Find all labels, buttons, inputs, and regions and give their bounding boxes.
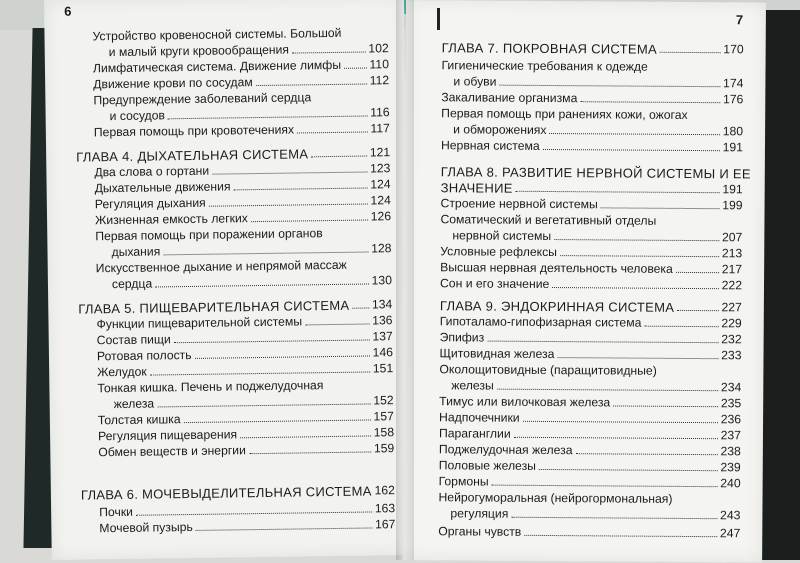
toc-page-number: 110 [369, 57, 390, 72]
toc-page-number: 151 [372, 361, 394, 376]
toc-entry-title-continued: и обморожениях [453, 122, 547, 137]
toc-page-number: 236 [720, 412, 742, 427]
toc-page-number: 134 [371, 297, 393, 312]
toc-dot-leader [212, 172, 367, 175]
toc-dot-leader [554, 239, 719, 241]
page-number-left: 6 [64, 3, 72, 19]
toc-page-number: 240 [720, 476, 741, 491]
toc-entry-title: Регуляция дыхания [94, 195, 206, 212]
toc-dot-leader [488, 341, 719, 344]
toc-dot-leader [511, 517, 717, 519]
toc-entry-title: Обмен веществ и энергии [98, 443, 246, 460]
toc-page-number: 239 [720, 460, 741, 475]
toc-dot-leader [184, 419, 371, 423]
toc-page-number: 146 [372, 345, 394, 360]
toc-page-number: 121 [369, 145, 391, 160]
toc-entry-title: ГЛАВА 8. РАЗВИТИЕ НЕРВНОЙ СИСТЕМЫ И ЕЕ [440, 164, 751, 182]
toc-dot-leader [249, 451, 371, 454]
toc-entry-title: Дыхательные движения [94, 179, 231, 196]
toc-entry-title: ГЛАВА 7. ПОКРОВНАЯ СИСТЕМА [441, 40, 658, 57]
toc-entry-title: Жизненная емкость легких [94, 211, 248, 228]
toc-entry-title: Предупреждение заболеваний сердца [93, 90, 312, 108]
book-gutter [396, 0, 414, 560]
toc-dot-leader [251, 219, 368, 222]
toc-page-number: 222 [721, 278, 743, 293]
toc-entry-title: Соматический и вегетативный отделы [440, 212, 657, 228]
left-page [44, 0, 412, 560]
toc-dot-leader [645, 326, 719, 328]
toc-entry-title: Гигиенические требования к одежде [441, 58, 648, 74]
toc-page-number: 227 [721, 300, 742, 315]
toc-dot-leader [677, 310, 719, 311]
toc-page-number: 102 [368, 41, 389, 56]
toc-entry-title: Надпочечники [439, 410, 520, 425]
toc-entry-title: ГЛАВА 4. ДЫХАТЕЛЬНАЯ СИСТЕМА [76, 146, 309, 165]
toc-dot-leader [523, 421, 718, 423]
toc-entry-title: Щитовидная железа [439, 346, 555, 362]
toc-entry-title: Нервная система [440, 138, 540, 153]
toc-page-number: 162 [374, 483, 395, 498]
toc-dot-leader [136, 511, 372, 515]
toc-entry-title: Мочевой пузырь [99, 519, 193, 536]
toc-page-number: 247 [719, 526, 741, 541]
toc-dot-leader [311, 156, 367, 158]
toc-page-number: 130 [371, 273, 393, 288]
toc-dot-leader [256, 83, 367, 86]
toc-dot-leader [168, 115, 368, 119]
toc-page-number: 123 [369, 161, 391, 176]
toc-page-number: 234 [720, 380, 742, 395]
toc-entry-title: Закаливание организма [441, 90, 578, 106]
toc-entry-title: Параганглии [438, 426, 511, 441]
toc-entry-title-continued: нервной системы [452, 228, 552, 244]
toc-page-number: 124 [370, 193, 391, 208]
toc-dot-leader [174, 339, 370, 343]
toc-dot-leader [580, 101, 720, 103]
right-page [402, 0, 766, 562]
toc-page-number: 116 [370, 105, 390, 120]
toc-page-number: 157 [373, 409, 394, 424]
toc-page-number: 237 [720, 428, 742, 443]
toc-entry-title-continued: железы [451, 378, 494, 393]
toc-entry-title: Условные рефлексы [440, 244, 557, 260]
toc-page-number: 233 [721, 348, 742, 363]
toc-dot-leader [155, 283, 369, 287]
toc-dot-leader [552, 287, 719, 289]
toc-page-number: 163 [374, 501, 396, 516]
toc-dot-leader [524, 535, 717, 537]
toc-page-number: 229 [721, 316, 742, 331]
toc-page-number: 180 [722, 124, 744, 139]
page-number-right: 7 [735, 12, 744, 28]
toc-entry-title: Толстая кишка [97, 412, 181, 428]
toc-dot-leader [195, 527, 372, 530]
toc-entry-title: Устройство кровеносной системы. Большой [92, 25, 342, 44]
toc-page-number: 170 [723, 42, 744, 57]
toc-dot-leader [601, 207, 720, 209]
toc-entry-title: Поджелудочная железа [438, 442, 573, 458]
toc-entry-title-continued: и сосудов [109, 108, 166, 124]
toc-entry-title-continued: железа [113, 396, 155, 412]
toc-entry-title: Гипоталамо-гипофизарная система [439, 314, 642, 330]
toc-dot-leader [344, 67, 367, 68]
toc-entry-title: Гормоны [438, 474, 489, 489]
toc-entry-title-continued: регуляция [450, 506, 509, 521]
toc-dot-leader [240, 435, 371, 438]
toc-dot-leader [539, 469, 718, 471]
toc-dot-leader [234, 187, 368, 190]
toc-entry-title: Половые железы [438, 458, 537, 473]
toc-page-number: 199 [722, 198, 743, 213]
toc-entry-title: Строение нервной системы [440, 196, 598, 212]
toc-page-number: 232 [721, 332, 742, 347]
toc-entry-title: Высшая нервная деятельность человека [440, 260, 673, 276]
toc-entry-title-continued: дыхания [111, 244, 161, 260]
toc-dot-leader [306, 323, 370, 325]
toc-page-number: 137 [372, 329, 393, 344]
toc-dot-leader [158, 403, 371, 407]
toc-dot-leader [164, 251, 369, 255]
toc-dot-leader [352, 307, 369, 308]
toc-entry-title: ГЛАВА 5. ПИЩЕВАРИТЕЛЬНАЯ СИСТЕМА [78, 297, 350, 317]
toc-dot-leader [576, 453, 718, 455]
toc-page-number: 128 [371, 241, 392, 256]
toc-entry-title: ГЛАВА 6. МОЧЕВЫДЕЛИТЕЛЬНАЯ СИСТЕМА [80, 483, 372, 503]
toc-dot-leader [514, 437, 718, 439]
toc-entry-title: Желудок [97, 364, 147, 380]
toc-entry-title: Функции пищеварительной системы [96, 314, 303, 332]
toc-entry-title: Два слова о гортани [94, 163, 210, 180]
toc-page-number: 152 [373, 393, 394, 408]
toc-page-number: 217 [721, 262, 743, 277]
toc-entry-title: Органы чувств [438, 524, 522, 539]
toc-page-number: 235 [720, 396, 742, 411]
toc-page-number: 158 [373, 425, 395, 440]
toc-dot-leader [558, 357, 719, 359]
toc-page-number: 117 [370, 121, 390, 136]
toc-page-number: 124 [370, 177, 391, 192]
toc-dot-leader [297, 131, 368, 133]
toc-entry-title: Сон и его значение [439, 276, 550, 292]
toc-page-number: 243 [720, 508, 741, 523]
toc-entry-title: Тимус или вилочковая железа [439, 394, 611, 410]
toc-page-number: 207 [721, 230, 743, 245]
toc-dot-leader [497, 389, 718, 392]
toc-entry-title: Первая помощь при поражении органов [95, 226, 323, 244]
toc-dot-leader [516, 191, 720, 193]
toc-dot-leader [660, 52, 721, 53]
toc-entry-title: ГЛАВА 9. ЭНДОКРИННАЯ СИСТЕМА [439, 298, 675, 315]
toc-page-number: 159 [373, 441, 395, 456]
toc-entry-title: Первая помощь при ранениях кожи, ожогах [441, 106, 688, 122]
toc-dot-leader [560, 255, 719, 257]
toc-page-number: 191 [722, 182, 743, 197]
toc-dot-leader [499, 85, 720, 88]
toc-entry-title: Состав пищи [96, 332, 171, 348]
toc-page-number: 213 [721, 246, 743, 261]
toc-dot-leader [543, 149, 720, 151]
toc-page-number: 126 [370, 209, 392, 224]
toc-page-number: 112 [369, 73, 390, 88]
toc-page-number: 136 [372, 313, 393, 328]
toc-page-number: 238 [720, 444, 741, 459]
toc-entry-title: Нейрогуморальная (нейрогормональная) [438, 490, 673, 506]
toc-entry-title-continued: ЗНАЧЕНИЕ [440, 180, 513, 196]
toc-dot-leader [492, 485, 718, 488]
toc-entry-title: Околощитовидные (паращитовидные) [439, 362, 657, 378]
toc-entry-title: Первая помощь при кровотечениях [93, 122, 295, 140]
toc-dot-leader [613, 405, 718, 407]
toc-entry-title: Эпифиз [439, 330, 485, 345]
toc-dot-leader [209, 203, 368, 206]
toc-entry-title: Ротовая полость [96, 347, 192, 364]
toc-entry-title: Почки [99, 504, 134, 520]
toc-dot-leader [676, 272, 719, 273]
toc-entry-title: Движение крови по сосудам [93, 75, 253, 92]
toc-page-number: 174 [723, 76, 744, 91]
toc-dot-leader [195, 355, 370, 358]
toc-page-number: 191 [722, 140, 744, 155]
toc-dot-leader [150, 371, 370, 375]
toc-dot-leader [549, 133, 720, 135]
toc-entry-title: Тонкая кишка. Печень и поджелудочная [97, 378, 324, 396]
toc-entry-title: Регуляция пищеварения [97, 427, 238, 444]
toc-dot-leader [292, 52, 366, 54]
toc-entry-title-continued: сердца [111, 276, 153, 292]
toc-entry-title-continued: и малый круги кровообращения [108, 42, 290, 60]
toc-page-number: 167 [374, 517, 396, 532]
toc-page-number: 176 [722, 92, 744, 107]
page-marker [437, 8, 440, 30]
toc-entry-title-continued: и обуви [453, 74, 497, 89]
toc-entry-title: Лимфатическая система. Движение лимфы [92, 57, 342, 76]
toc-entry-title: Искусственное дыхание и непрямой массаж [95, 257, 347, 276]
